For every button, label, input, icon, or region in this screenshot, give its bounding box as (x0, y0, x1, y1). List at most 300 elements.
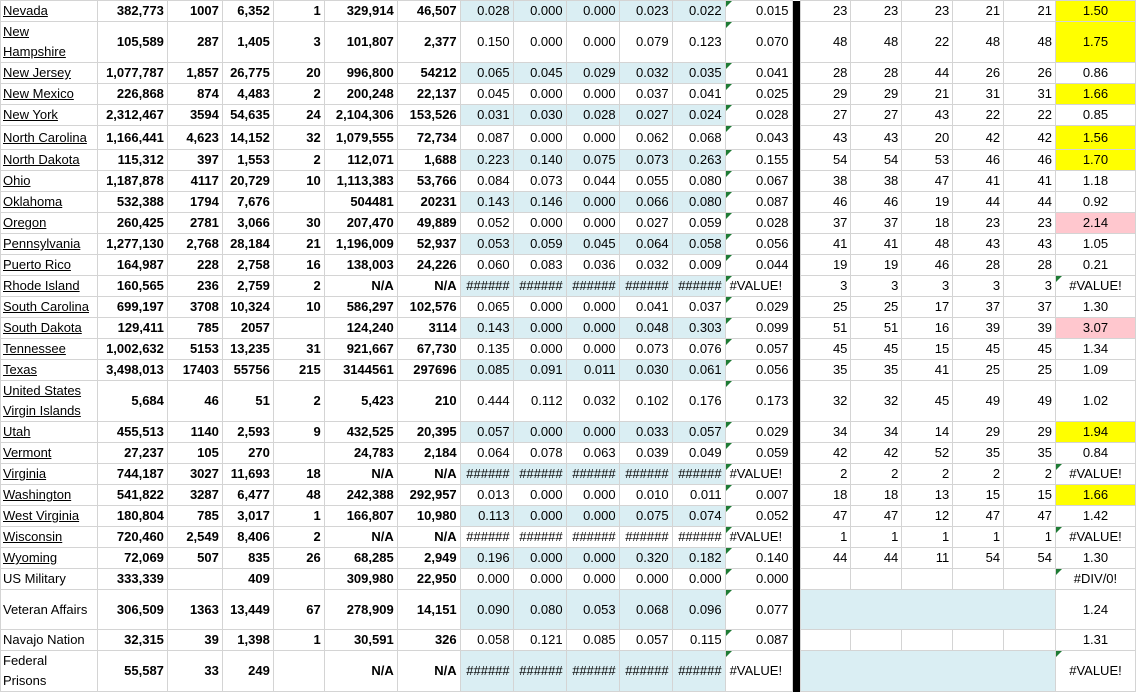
ratio-cell[interactable]: 0.058 (460, 630, 513, 651)
count-cell[interactable] (273, 318, 324, 339)
ratio-score-cell[interactable]: #VALUE! (1055, 651, 1135, 692)
rank-cell[interactable]: 46 (851, 192, 902, 213)
ratio-cell[interactable]: 0.065 (460, 63, 513, 84)
ratio-cell[interactable]: 0.032 (619, 63, 672, 84)
rank-cell[interactable]: 47 (1004, 506, 1056, 527)
ratio-score-cell[interactable]: 0.92 (1055, 192, 1135, 213)
rank-cell[interactable]: 3 (1004, 276, 1056, 297)
count-cell[interactable]: 3,498,013 (97, 360, 167, 381)
rank-cell[interactable]: 35 (851, 360, 902, 381)
count-cell[interactable]: 504481 (324, 192, 397, 213)
rank-cell[interactable]: 15 (953, 485, 1004, 506)
average-cell[interactable]: 0.099 (725, 318, 792, 339)
jurisdiction-link[interactable]: Oklahoma (3, 194, 63, 209)
count-cell[interactable]: 1794 (167, 192, 222, 213)
rank-cell[interactable]: 2 (800, 464, 851, 485)
rank-cell[interactable]: 54 (800, 150, 851, 171)
ratio-cell[interactable]: 0.075 (566, 150, 619, 171)
average-cell[interactable]: 0.155 (725, 150, 792, 171)
count-cell[interactable]: 52,937 (397, 234, 460, 255)
count-cell[interactable]: 39 (167, 630, 222, 651)
jurisdiction-link[interactable]: Ohio (3, 173, 31, 188)
rank-cell[interactable]: 34 (851, 422, 902, 443)
ratio-score-cell[interactable]: 0.86 (1055, 63, 1135, 84)
ratio-cell[interactable]: ###### (619, 464, 672, 485)
count-cell[interactable]: N/A (397, 464, 460, 485)
jurisdiction-link[interactable]: North Carolina (3, 129, 87, 145)
average-cell[interactable]: 0.056 (725, 234, 792, 255)
count-cell[interactable]: 10 (273, 171, 324, 192)
ratio-cell[interactable]: 0.035 (672, 63, 725, 84)
row-label-cell[interactable] (1, 485, 98, 506)
ratio-cell[interactable]: 0.000 (566, 548, 619, 569)
count-cell[interactable]: 2 (273, 276, 324, 297)
ratio-score-cell[interactable]: 1.50 (1055, 1, 1135, 22)
rank-cell[interactable]: 19 (902, 192, 953, 213)
ratio-cell[interactable]: 0.064 (460, 443, 513, 464)
count-cell[interactable] (273, 192, 324, 213)
rank-cell[interactable]: 42 (800, 443, 851, 464)
ratio-score-cell[interactable]: #VALUE! (1055, 464, 1135, 485)
rank-cell[interactable]: 37 (800, 213, 851, 234)
rank-cell[interactable]: 3 (851, 276, 902, 297)
rank-cell[interactable]: 25 (1004, 360, 1056, 381)
count-cell[interactable]: 1,187,878 (97, 171, 167, 192)
average-cell[interactable]: 0.173 (725, 381, 792, 422)
ratio-cell[interactable]: 0.090 (460, 590, 513, 630)
count-cell[interactable]: 101,807 (324, 22, 397, 63)
count-cell[interactable]: 2,184 (397, 443, 460, 464)
ratio-cell[interactable]: ###### (460, 276, 513, 297)
rank-cell[interactable]: 31 (953, 84, 1004, 105)
ratio-cell[interactable]: 0.135 (460, 339, 513, 360)
ratio-cell[interactable]: 0.146 (513, 192, 566, 213)
ratio-cell[interactable]: 0.444 (460, 381, 513, 422)
ratio-cell[interactable]: 0.045 (513, 63, 566, 84)
ratio-cell[interactable]: 0.080 (513, 590, 566, 630)
ratio-cell[interactable]: ###### (513, 651, 566, 692)
row-label-cell[interactable] (1, 1, 98, 22)
ratio-cell[interactable]: 0.027 (619, 213, 672, 234)
rank-cell[interactable]: 29 (851, 84, 902, 105)
ratio-score-cell[interactable]: 3.07 (1055, 318, 1135, 339)
count-cell[interactable]: 72,069 (97, 548, 167, 569)
count-cell[interactable]: 326 (397, 630, 460, 651)
ratio-cell[interactable]: ###### (513, 276, 566, 297)
count-cell[interactable]: 287 (167, 22, 222, 63)
ratio-cell[interactable]: 0.084 (460, 171, 513, 192)
rank-cells-merged[interactable] (800, 651, 1055, 692)
count-cell[interactable]: 1,196,009 (324, 234, 397, 255)
ratio-cell[interactable]: 0.029 (566, 63, 619, 84)
ratio-cell[interactable]: 0.000 (513, 506, 566, 527)
count-cell[interactable]: 1007 (167, 1, 222, 22)
average-cell[interactable]: 0.029 (725, 422, 792, 443)
rank-cell[interactable]: 37 (851, 213, 902, 234)
ratio-cell[interactable]: 0.036 (566, 255, 619, 276)
ratio-cell[interactable]: 0.000 (566, 1, 619, 22)
ratio-cell[interactable]: 0.011 (672, 485, 725, 506)
ratio-score-cell[interactable]: 1.56 (1055, 126, 1135, 150)
rank-cell[interactable] (953, 569, 1004, 590)
rank-cell[interactable]: 18 (800, 485, 851, 506)
ratio-score-cell[interactable]: 1.66 (1055, 485, 1135, 506)
ratio-cell[interactable]: 0.057 (460, 422, 513, 443)
rank-cell[interactable]: 22 (1004, 105, 1056, 126)
ratio-cell[interactable]: 0.053 (460, 234, 513, 255)
count-cell[interactable]: 51 (222, 381, 273, 422)
ratio-cell[interactable]: ###### (619, 276, 672, 297)
count-cell[interactable]: 2 (273, 150, 324, 171)
rank-cell[interactable]: 1 (800, 527, 851, 548)
count-cell[interactable]: 31 (273, 339, 324, 360)
ratio-cell[interactable]: 0.000 (566, 318, 619, 339)
rank-cell[interactable]: 16 (902, 318, 953, 339)
jurisdiction-link[interactable]: Virginia (3, 466, 47, 481)
count-cell[interactable]: 30,591 (324, 630, 397, 651)
ratio-cell[interactable]: 0.143 (460, 318, 513, 339)
rank-cell[interactable]: 19 (851, 255, 902, 276)
rank-cell[interactable]: 54 (1004, 548, 1056, 569)
rank-cell[interactable]: 48 (902, 234, 953, 255)
count-cell[interactable]: 153,526 (397, 105, 460, 126)
ratio-score-cell[interactable]: 1.34 (1055, 339, 1135, 360)
rank-cell[interactable] (902, 630, 953, 651)
average-cell[interactable]: 0.140 (725, 548, 792, 569)
rank-cell[interactable]: 28 (800, 63, 851, 84)
count-cell[interactable]: 17403 (167, 360, 222, 381)
count-cell[interactable]: 1,405 (222, 22, 273, 63)
ratio-cell[interactable]: ###### (619, 527, 672, 548)
rank-cell[interactable]: 26 (1004, 63, 1056, 84)
count-cell[interactable]: 278,909 (324, 590, 397, 630)
ratio-cell[interactable]: 0.223 (460, 150, 513, 171)
row-label-cell[interactable] (1, 318, 98, 339)
rank-cell[interactable] (800, 569, 851, 590)
count-cell[interactable]: 1,166,441 (97, 126, 167, 150)
jurisdiction-link[interactable]: West Virginia (3, 508, 80, 523)
count-cell[interactable]: 102,576 (397, 297, 460, 318)
count-cell[interactable]: 13,235 (222, 339, 273, 360)
ratio-cell[interactable]: 0.060 (460, 255, 513, 276)
ratio-cell[interactable]: 0.058 (672, 234, 725, 255)
count-cell[interactable] (273, 651, 324, 692)
average-cell[interactable]: 0.087 (725, 192, 792, 213)
rank-cell[interactable]: 23 (953, 213, 1004, 234)
row-label-cell[interactable] (1, 255, 98, 276)
ratio-cell[interactable]: 0.085 (566, 630, 619, 651)
ratio-cell[interactable]: 0.013 (460, 485, 513, 506)
count-cell[interactable]: 129,411 (97, 318, 167, 339)
count-cell[interactable]: 874 (167, 84, 222, 105)
count-cell[interactable]: 6,477 (222, 485, 273, 506)
ratio-cell[interactable]: ###### (672, 651, 725, 692)
count-cell[interactable]: 32,315 (97, 630, 167, 651)
count-cell[interactable]: 785 (167, 318, 222, 339)
ratio-score-cell[interactable]: 1.30 (1055, 548, 1135, 569)
average-cell[interactable]: 0.056 (725, 360, 792, 381)
ratio-cell[interactable]: 0.085 (460, 360, 513, 381)
count-cell[interactable]: 3 (273, 22, 324, 63)
count-cell[interactable]: 297696 (397, 360, 460, 381)
jurisdiction-link[interactable]: Oregon (3, 215, 47, 230)
ratio-cell[interactable]: 0.079 (619, 22, 672, 63)
ratio-score-cell[interactable]: #VALUE! (1055, 527, 1135, 548)
ratio-cell[interactable]: ###### (672, 527, 725, 548)
count-cell[interactable]: 236 (167, 276, 222, 297)
average-cell[interactable]: 0.067 (725, 171, 792, 192)
rank-cell[interactable]: 1 (1004, 527, 1056, 548)
ratio-cell[interactable]: 0.009 (672, 255, 725, 276)
rank-cell[interactable]: 31 (1004, 84, 1056, 105)
rank-cell[interactable]: 54 (953, 548, 1004, 569)
count-cell[interactable]: 48 (273, 485, 324, 506)
rank-cell[interactable]: 29 (800, 84, 851, 105)
count-cell[interactable]: 699,197 (97, 297, 167, 318)
row-label-cell[interactable] (1, 126, 98, 150)
count-cell[interactable]: 27,237 (97, 443, 167, 464)
count-cell[interactable]: 835 (222, 548, 273, 569)
count-cell[interactable]: 46 (167, 381, 222, 422)
ratio-cell[interactable]: ###### (460, 527, 513, 548)
rank-cell[interactable]: 43 (902, 105, 953, 126)
count-cell[interactable]: 1 (273, 506, 324, 527)
ratio-score-cell[interactable]: 1.75 (1055, 22, 1135, 63)
count-cell[interactable]: 33 (167, 651, 222, 692)
count-cell[interactable] (167, 569, 222, 590)
rank-cell[interactable]: 46 (953, 150, 1004, 171)
rank-cell[interactable]: 45 (851, 339, 902, 360)
count-cell[interactable]: 1 (273, 1, 324, 22)
count-cell[interactable]: 67,730 (397, 339, 460, 360)
ratio-cell[interactable]: 0.091 (513, 360, 566, 381)
ratio-score-cell[interactable]: 1.31 (1055, 630, 1135, 651)
rank-cell[interactable]: 19 (800, 255, 851, 276)
count-cell[interactable]: 180,804 (97, 506, 167, 527)
row-label-cell[interactable] (1, 84, 98, 105)
count-cell[interactable]: 200,248 (324, 84, 397, 105)
rank-cell[interactable]: 53 (902, 150, 953, 171)
rank-cell[interactable]: 48 (1004, 22, 1056, 63)
count-cell[interactable]: 20 (273, 63, 324, 84)
rank-cell[interactable] (800, 630, 851, 651)
count-cell[interactable]: 105,589 (97, 22, 167, 63)
rank-cell[interactable]: 43 (953, 234, 1004, 255)
rank-cell[interactable]: 41 (851, 234, 902, 255)
count-cell[interactable]: 2 (273, 381, 324, 422)
row-label-cell[interactable] (1, 548, 98, 569)
rank-cell[interactable]: 38 (800, 171, 851, 192)
average-cell[interactable]: 0.043 (725, 126, 792, 150)
ratio-cell[interactable]: 0.150 (460, 22, 513, 63)
count-cell[interactable]: 46,507 (397, 1, 460, 22)
count-cell[interactable]: 18 (273, 464, 324, 485)
rank-cell[interactable]: 29 (1004, 422, 1056, 443)
rank-cell[interactable]: 23 (902, 1, 953, 22)
count-cell[interactable]: 397 (167, 150, 222, 171)
ratio-cell[interactable]: ###### (672, 464, 725, 485)
row-label-cell[interactable] (1, 276, 98, 297)
ratio-score-cell[interactable]: 1.70 (1055, 150, 1135, 171)
count-cell[interactable]: 28,184 (222, 234, 273, 255)
count-cell[interactable]: 210 (397, 381, 460, 422)
ratio-cell[interactable]: 0.078 (513, 443, 566, 464)
rank-cell[interactable]: 41 (1004, 171, 1056, 192)
ratio-cell[interactable]: 0.048 (619, 318, 672, 339)
ratio-cell[interactable]: 0.031 (460, 105, 513, 126)
count-cell[interactable]: 3,017 (222, 506, 273, 527)
count-cell[interactable]: 13,449 (222, 590, 273, 630)
count-cell[interactable]: 53,766 (397, 171, 460, 192)
average-cell[interactable]: #VALUE! (725, 527, 792, 548)
rank-cell[interactable]: 1 (851, 527, 902, 548)
ratio-cell[interactable]: 0.057 (619, 630, 672, 651)
average-cell[interactable]: 0.044 (725, 255, 792, 276)
ratio-cell[interactable]: 0.045 (460, 84, 513, 105)
ratio-score-cell[interactable]: 1.09 (1055, 360, 1135, 381)
ratio-cell[interactable]: ###### (566, 464, 619, 485)
rank-cell[interactable]: 12 (902, 506, 953, 527)
rank-cell[interactable]: 2 (1004, 464, 1056, 485)
row-label-cell[interactable] (1, 339, 98, 360)
ratio-cell[interactable]: ###### (513, 527, 566, 548)
ratio-cell[interactable]: 0.000 (566, 569, 619, 590)
ratio-cell[interactable]: 0.140 (513, 150, 566, 171)
ratio-cell[interactable]: 0.057 (672, 422, 725, 443)
count-cell[interactable]: 1 (273, 630, 324, 651)
count-cell[interactable]: 2057 (222, 318, 273, 339)
ratio-score-cell[interactable]: 0.21 (1055, 255, 1135, 276)
count-cell[interactable]: 20,395 (397, 422, 460, 443)
ratio-cell[interactable]: 0.000 (566, 422, 619, 443)
count-cell[interactable]: 124,240 (324, 318, 397, 339)
rank-cell[interactable]: 35 (800, 360, 851, 381)
ratio-score-cell[interactable]: 0.84 (1055, 443, 1135, 464)
count-cell[interactable]: 14,152 (222, 126, 273, 150)
rank-cell[interactable]: 46 (1004, 150, 1056, 171)
rank-cell[interactable]: 42 (953, 126, 1004, 150)
ratio-cell[interactable]: 0.000 (672, 569, 725, 590)
ratio-cell[interactable]: 0.055 (619, 171, 672, 192)
rank-cell[interactable]: 44 (902, 63, 953, 84)
rank-cell[interactable]: 35 (953, 443, 1004, 464)
count-cell[interactable]: 1,079,555 (324, 126, 397, 150)
ratio-cell[interactable]: 0.037 (672, 297, 725, 318)
row-label-cell[interactable] (1, 360, 98, 381)
ratio-cell[interactable]: ###### (460, 464, 513, 485)
jurisdiction-link[interactable]: United States Virgin Islands (3, 383, 82, 418)
count-cell[interactable]: 532,388 (97, 192, 167, 213)
ratio-cell[interactable]: 0.000 (566, 339, 619, 360)
rank-cell[interactable]: 26 (953, 63, 1004, 84)
rank-cell[interactable]: 23 (800, 1, 851, 22)
rank-cell[interactable]: 27 (851, 105, 902, 126)
rank-cell[interactable]: 28 (851, 63, 902, 84)
rank-cell[interactable]: 14 (902, 422, 953, 443)
count-cell[interactable]: 586,297 (324, 297, 397, 318)
count-cell[interactable]: 3594 (167, 105, 222, 126)
average-cell[interactable]: 0.041 (725, 63, 792, 84)
count-cell[interactable]: 3287 (167, 485, 222, 506)
count-cell[interactable]: 2781 (167, 213, 222, 234)
ratio-cell[interactable]: 0.000 (460, 569, 513, 590)
rank-cell[interactable]: 45 (953, 339, 1004, 360)
count-cell[interactable]: 3,066 (222, 213, 273, 234)
ratio-cell[interactable]: 0.000 (513, 22, 566, 63)
ratio-cell[interactable]: 0.053 (566, 590, 619, 630)
ratio-cell[interactable]: 0.320 (619, 548, 672, 569)
count-cell[interactable]: 16 (273, 255, 324, 276)
count-cell[interactable]: 22,137 (397, 84, 460, 105)
rank-cell[interactable]: 3 (800, 276, 851, 297)
ratio-cell[interactable]: 0.075 (619, 506, 672, 527)
rank-cell[interactable] (902, 569, 953, 590)
rank-cell[interactable]: 45 (1004, 339, 1056, 360)
count-cell[interactable]: 105 (167, 443, 222, 464)
count-cell[interactable]: N/A (397, 651, 460, 692)
count-cell[interactable]: 164,987 (97, 255, 167, 276)
count-cell[interactable]: 382,773 (97, 1, 167, 22)
ratio-cell[interactable]: 0.196 (460, 548, 513, 569)
count-cell[interactable]: 242,388 (324, 485, 397, 506)
count-cell[interactable]: 5153 (167, 339, 222, 360)
rank-cell[interactable]: 27 (800, 105, 851, 126)
ratio-cell[interactable]: 0.037 (619, 84, 672, 105)
average-cell[interactable]: #VALUE! (725, 276, 792, 297)
row-label-cell[interactable] (1, 464, 98, 485)
count-cell[interactable]: 2,593 (222, 422, 273, 443)
count-cell[interactable]: 166,807 (324, 506, 397, 527)
rank-cell[interactable]: 52 (902, 443, 953, 464)
ratio-cell[interactable]: 0.000 (513, 1, 566, 22)
average-cell[interactable]: 0.077 (725, 590, 792, 630)
count-cell[interactable] (273, 569, 324, 590)
jurisdiction-link[interactable]: New Jersey (3, 65, 71, 80)
row-label-cell[interactable] (1, 381, 98, 422)
ratio-cell[interactable]: 0.039 (619, 443, 672, 464)
count-cell[interactable]: 720,460 (97, 527, 167, 548)
ratio-cell[interactable]: 0.044 (566, 171, 619, 192)
count-cell[interactable]: 996,800 (324, 63, 397, 84)
row-label-cell[interactable] (1, 506, 98, 527)
count-cell[interactable]: 1,857 (167, 63, 222, 84)
rank-cell[interactable]: 48 (953, 22, 1004, 63)
count-cell[interactable]: 744,187 (97, 464, 167, 485)
jurisdiction-link[interactable]: New Hampshire (3, 24, 66, 59)
count-cell[interactable]: 3114 (397, 318, 460, 339)
ratio-cell[interactable]: 0.000 (513, 569, 566, 590)
ratio-cell[interactable]: 0.000 (513, 318, 566, 339)
count-cell[interactable]: 3144561 (324, 360, 397, 381)
rank-cell[interactable]: 39 (1004, 318, 1056, 339)
ratio-cell[interactable]: 0.000 (513, 126, 566, 150)
ratio-cell[interactable]: 0.176 (672, 381, 725, 422)
jurisdiction-link[interactable]: Nevada (3, 3, 48, 18)
rank-cell[interactable]: 11 (902, 548, 953, 569)
row-label-cell[interactable] (1, 527, 98, 548)
rank-cell[interactable]: 41 (800, 234, 851, 255)
jurisdiction-link[interactable]: Puerto Rico (3, 257, 71, 272)
ratio-cell[interactable]: 0.000 (566, 126, 619, 150)
ratio-cell[interactable]: 0.066 (619, 192, 672, 213)
count-cell[interactable]: 4117 (167, 171, 222, 192)
count-cell[interactable]: N/A (324, 527, 397, 548)
ratio-cell[interactable]: 0.052 (460, 213, 513, 234)
count-cell[interactable]: 5,684 (97, 381, 167, 422)
rank-cell[interactable]: 34 (800, 422, 851, 443)
ratio-cell[interactable]: 0.000 (513, 213, 566, 234)
rank-cell[interactable] (953, 630, 1004, 651)
